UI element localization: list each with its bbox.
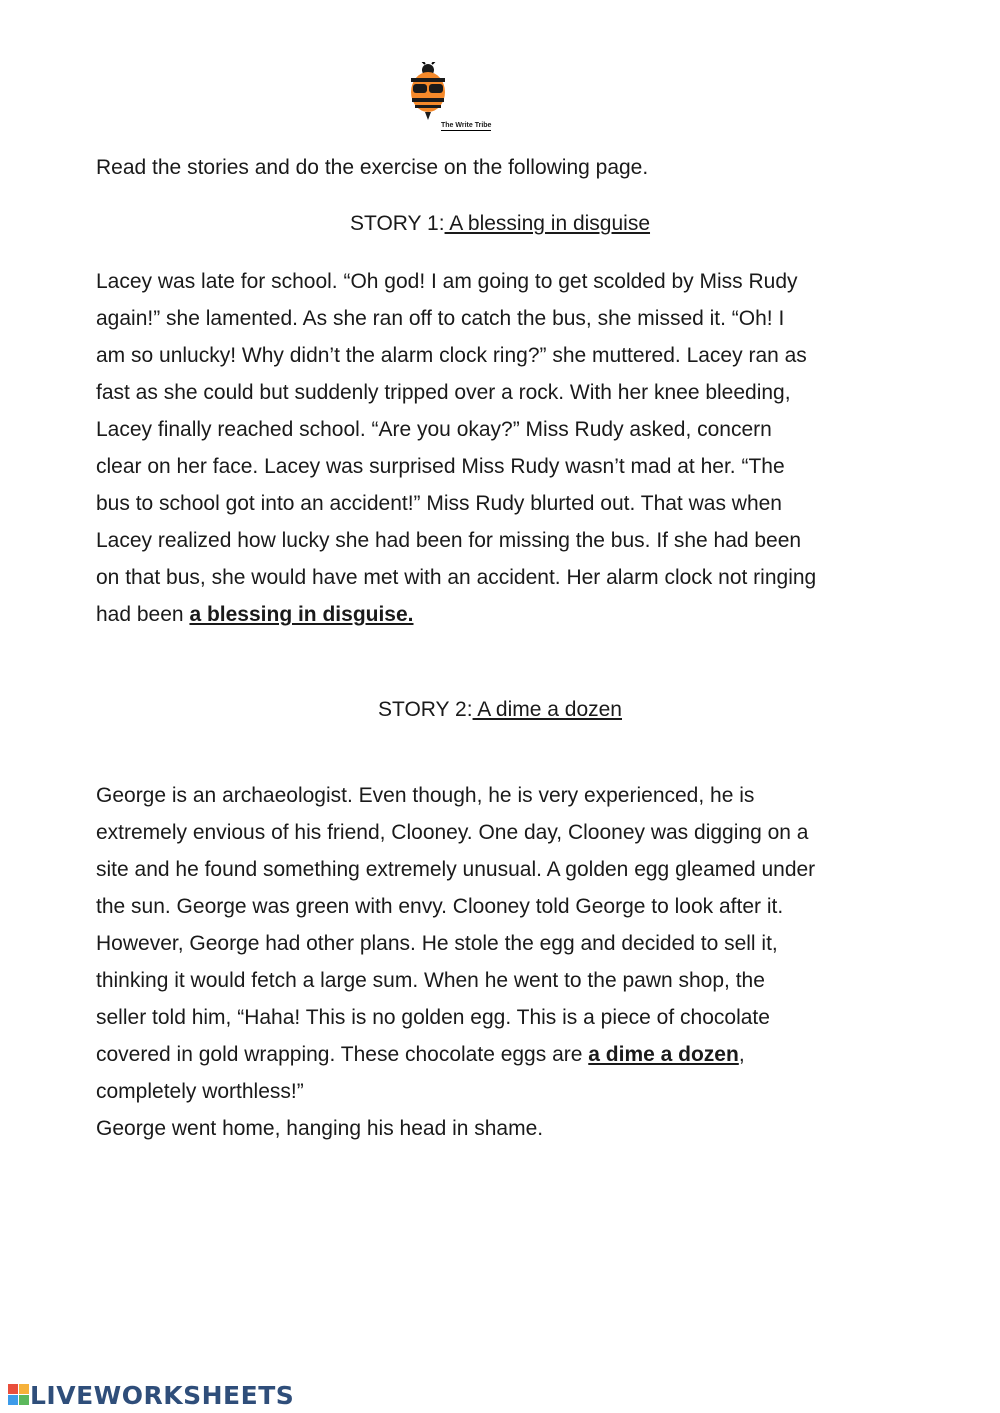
story1-line: again!” she lamented. As she ran off to catch the bus, she missed it. “Oh! I	[96, 307, 785, 330]
story1-line: on that bus, she would have met with an accident. Her alarm clock not ringing	[96, 566, 817, 589]
liveworksheets-logo-icon	[8, 1384, 30, 1406]
story2-idiom-prefix: covered in gold wrapping. These chocolate eggs are	[96, 1043, 589, 1066]
story1-line: bus to school got into an accident!” Miss Rudy blurted out. That was when	[96, 492, 782, 515]
story2-line: site and he found something extremely unusual. A golden egg gleamed under	[96, 858, 816, 881]
liveworksheets-text: LIVEWORKSHEETS	[30, 1380, 295, 1410]
story1-line: clear on her face. Lacey was surprised Miss Rudy wasn’t mad at her. “The	[96, 455, 785, 478]
story2-line: However, George had other plans. He stole the egg and decided to sell it,	[96, 932, 778, 955]
story1-line: Lacey realized how lucky she had been for missing the bus. If she had been	[96, 529, 802, 552]
story2-line: George went home, hanging his head in shame.	[96, 1117, 544, 1140]
story2-idiom: a dime a dozen	[588, 1043, 739, 1066]
story2-title: A dime a dozen	[472, 698, 622, 721]
story1-idiom: a blessing in disguise.	[189, 603, 414, 626]
write-tribe-logo	[405, 62, 517, 138]
logo-text: The Write Tribe	[441, 122, 492, 129]
story1-label: STORY 1:	[349, 212, 445, 235]
story2-line: seller told him, “Haha! This is no golden egg. This is a piece of chocolate	[96, 1006, 770, 1029]
instructions: Read the stories and do the exercise on the following page.	[96, 156, 649, 179]
story1-last-prefix: had been	[96, 603, 190, 626]
story2-heading	[0, 696, 1000, 724]
story1-line: Lacey was late for school. “Oh god! I am going to get scolded by Miss Rudy	[96, 270, 798, 293]
story1-last-line	[96, 596, 916, 633]
story2-line: the sun. George was green with envy. Clooney told George to look after it.	[96, 895, 784, 918]
story1-line: Lacey finally reached school. “Are you okay?” Miss Rudy asked, concern	[96, 418, 772, 441]
story2-idiom-line	[96, 1036, 916, 1073]
bee-icon	[405, 62, 517, 122]
story2-line: thinking it would fetch a large sum. When he went to the pawn shop, the	[96, 969, 765, 992]
story2-line: extremely envious of his friend, Clooney. One day, Clooney was digging on a	[96, 821, 809, 844]
story1-title: A blessing in disguise	[444, 212, 651, 235]
story1-line: fast as she could but suddenly tripped over a rock. With her knee bleeding,	[96, 381, 791, 404]
liveworksheets-brand	[8, 1380, 294, 1410]
story2-body	[96, 777, 916, 1147]
story2-line: George is an archaeologist. Even though, he is very experienced, he is	[96, 784, 755, 807]
story1-body	[96, 263, 916, 633]
story1-heading	[0, 210, 1000, 238]
story2-line: completely worthless!”	[96, 1080, 304, 1103]
story2-label: STORY 2:	[377, 698, 473, 721]
story1-line: am so unlucky! Why didn’t the alarm clock ring?” she muttered. Lacey ran as	[96, 344, 807, 367]
story2-idiom-suffix: ,	[738, 1043, 745, 1066]
